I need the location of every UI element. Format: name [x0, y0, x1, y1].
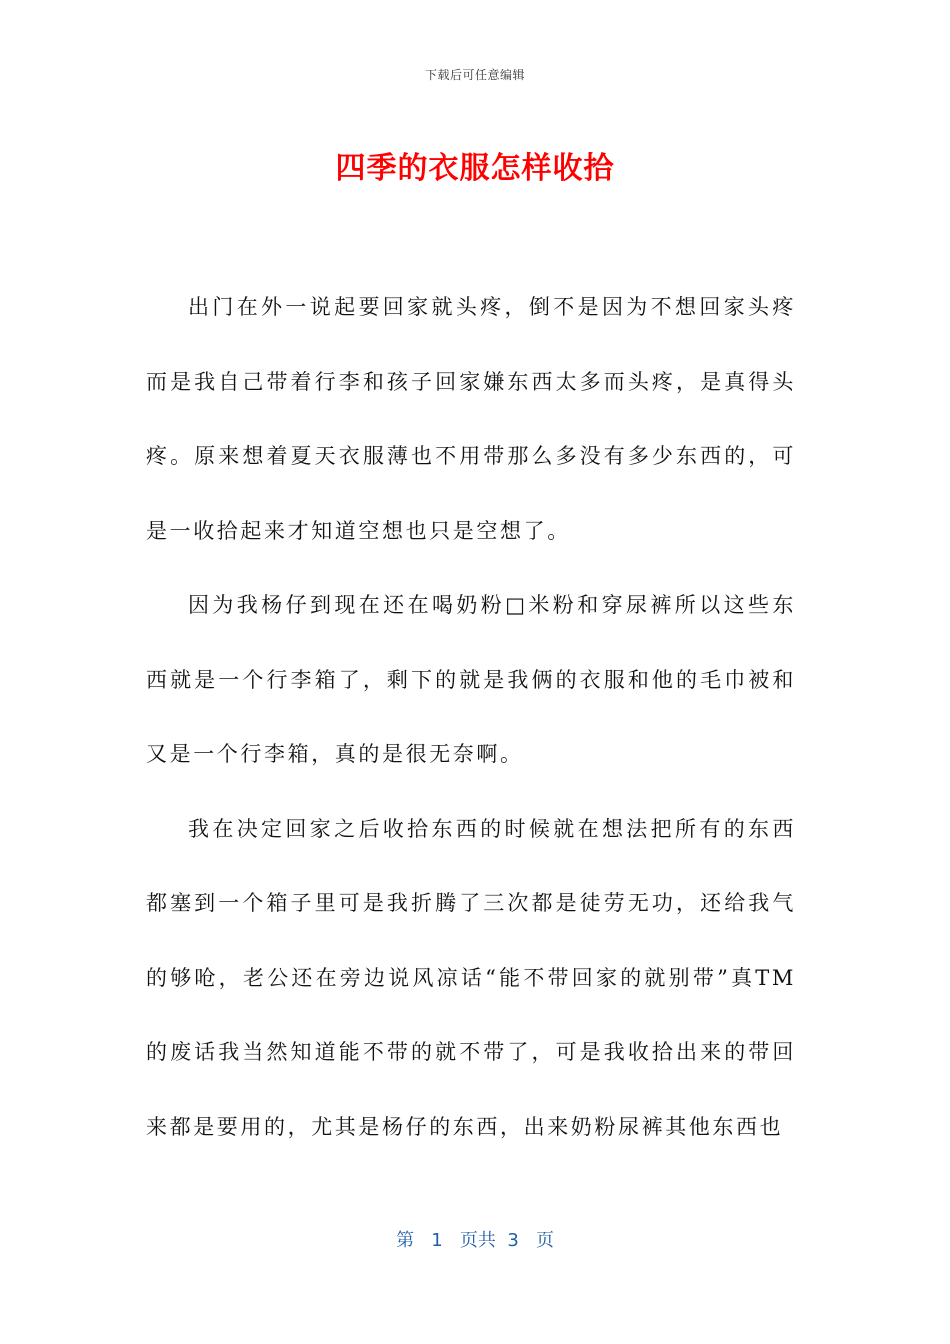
header-note: 下载后可任意编辑	[424, 68, 525, 82]
total-pages-number: 3	[507, 1230, 519, 1251]
page-label-prefix: 第	[396, 1230, 415, 1251]
document-title: 四季的衣服怎样收拾	[335, 151, 615, 186]
page-label-suffix: 页	[535, 1230, 554, 1251]
page-label-middle: 页共	[459, 1230, 496, 1251]
page-footer	[0, 1226, 950, 1252]
paragraph-1: 出门在外一说起要回家就头疼，倒不是因为不想回家头疼而是我自己带着行李和孩子回家嫌东西太多而头疼，是真得头疼。原来想着夏天衣服薄也不用带那么多没有多少东西的，可是一收拾起来才知道空想也只是空想了。	[146, 295, 796, 543]
current-page-number: 1	[431, 1230, 443, 1251]
document-body	[146, 270, 796, 1164]
paragraph-3: 我在决定回家之后收拾东西的时候就在想法把所有的东西都塞到一个箱子里可是我折腾了三次都是徒劳无功，还给我气的够呛，老公还在旁边说风凉话“能不带回家的就别带”真TM的废话我当然知道能不带的就不带了，可是我收拾出来的带回来都是要用的，尤其是杨仔的东西，出来奶粉尿裤其他东西也	[146, 816, 796, 1139]
paragraph-2: 因为我杨仔到现在还在喝奶粉□米粉和穿尿裤所以这些东西就是一个行李箱了，剩下的就是我俩的衣服和他的毛巾被和又是一个行李箱，真的是很无奈啊。	[146, 593, 796, 766]
